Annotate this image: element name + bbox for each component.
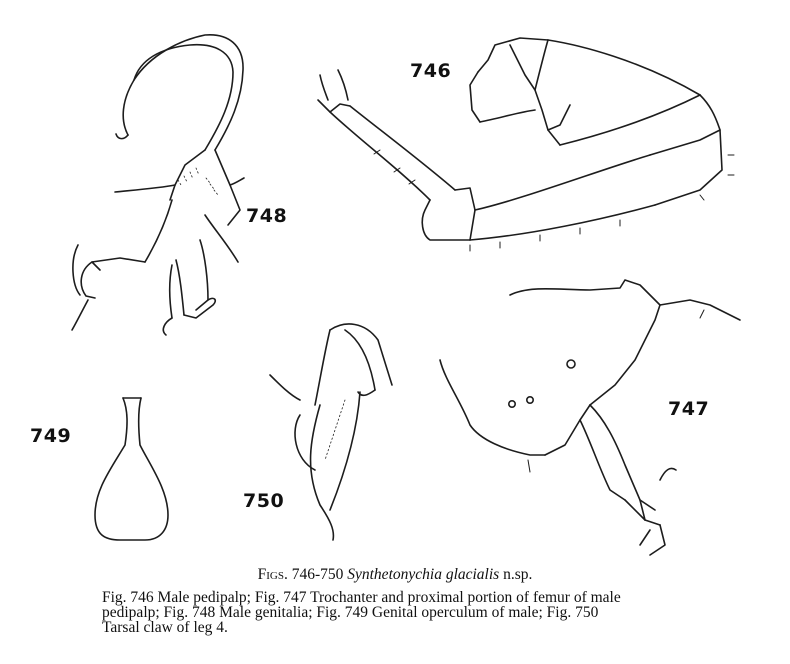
caption-line: Tarsal claw of leg 4. (102, 619, 228, 636)
label-fig-749: 749 (30, 425, 72, 447)
caption-body (102, 590, 742, 635)
caption-species: Synthetonychia glacialis (347, 566, 500, 583)
male-pedipalp-drawing (318, 38, 734, 251)
caption-suffix: n.sp. (503, 566, 533, 583)
male-genitalia-drawing (72, 35, 244, 335)
caption-line: Fig. 746 Male pedipalp; Fig. 747 Trochanter and proximal portion of femur of male (102, 589, 621, 606)
label-fig-746: 746 (410, 60, 452, 82)
genital-operculum-drawing (95, 398, 168, 540)
caption-title (0, 566, 790, 584)
label-fig-750: 750 (243, 490, 285, 512)
tarsal-claw-drawing (270, 324, 392, 540)
caption-prefix: Figs. 746-750 (257, 566, 344, 583)
caption-line: pedipalp; Fig. 748 Male genitalia; Fig. 749 Genital operculum of male; Fig. 750 (102, 604, 599, 621)
label-fig-748: 748 (246, 205, 288, 227)
label-fig-747: 747 (668, 398, 710, 420)
